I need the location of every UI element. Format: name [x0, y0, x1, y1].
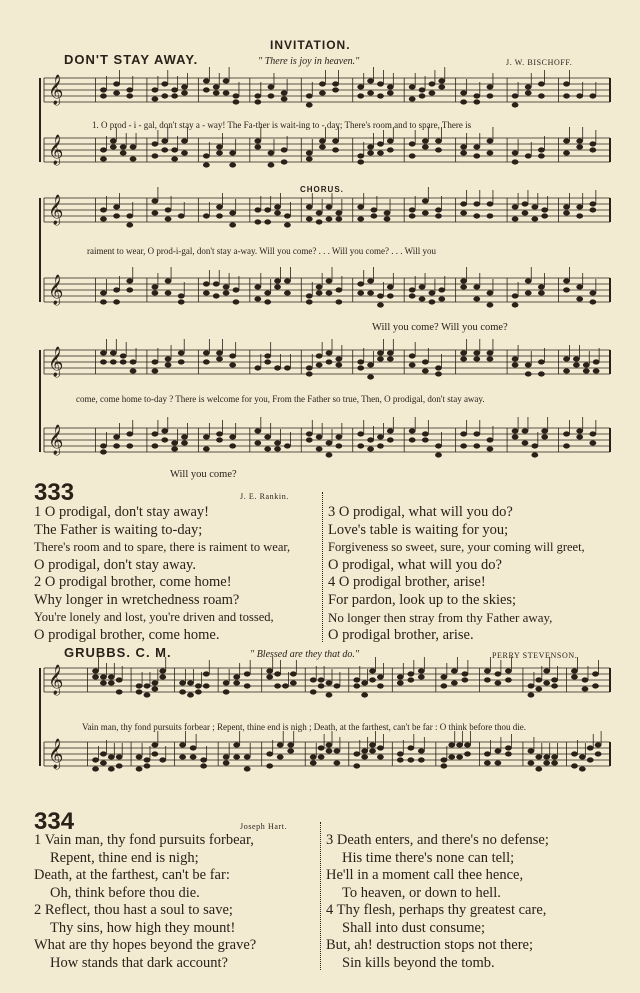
hymn-333-right-column	[328, 504, 613, 644]
verse-line: How stands that dark account?	[50, 954, 228, 971]
hymn-333-author: J. E. Rankin.	[240, 492, 289, 501]
verse-line: Thy sins, how high they mount!	[50, 919, 236, 936]
verse-line: O prodigal, don't stay away.	[34, 556, 196, 573]
song-epigraph: " There is joy in heaven."	[258, 56, 360, 67]
verse-line: You're lonely and lost, you're driven and tossed,	[34, 610, 274, 624]
column-divider-333	[322, 492, 324, 642]
verse-line: To heaven, or down to hell.	[342, 884, 501, 901]
svg-text:𝄞: 𝄞	[48, 739, 64, 769]
hymn-334-left-column	[34, 832, 318, 972]
lyrics-line-1: 1. O prod - i - gal, don't stay a - way! The Fa-ther is wait-ing to - day; There's room and to spare, There is	[92, 120, 472, 130]
verse-line: 2 Reflect, thou hast a soul to save;	[34, 902, 233, 918]
verse-line: 1 Vain man, thy fond pursuits forbear,	[34, 832, 254, 848]
composer-credit: PERRY STEVENSON.	[492, 651, 578, 660]
svg-text:𝄞: 𝄞	[48, 135, 64, 165]
verse-line: What are thy hopes beyond the grave?	[34, 937, 257, 953]
verse-line: 3 O prodigal, what will you do?	[328, 504, 513, 520]
bass-words-2: Will you come?	[170, 469, 237, 480]
verse-line: 4 Thy flesh, perhaps thy greatest care,	[326, 902, 547, 918]
composer-credit: J. W. BISCHOFF.	[506, 58, 573, 67]
svg-text:𝄞: 𝄞	[48, 275, 64, 305]
verse-line: Why longer in wretchedness roam?	[34, 591, 240, 608]
grubbs-lyrics: Vain man, thy fond pursuits forbear ; Repent, thine end is nigh ; Death, at the farthest, can't be far : O think before thou die.	[82, 722, 527, 732]
chorus-label: CHORUS.	[300, 185, 344, 194]
verse-line: 1 O prodigal, don't stay away!	[34, 504, 209, 520]
song-title-grubbs: GRUBBS. C. M.	[64, 645, 172, 660]
verse-line: His time there's none can tell;	[342, 849, 515, 866]
column-divider-334	[320, 822, 322, 970]
verse-line: He'll in a moment call thee hence,	[326, 867, 524, 883]
page-header: INVITATION.	[270, 38, 351, 52]
svg-text:𝄞: 𝄞	[48, 347, 64, 377]
verse-line: O prodigal, what will you do?	[328, 556, 502, 573]
song-epigraph: " Blessed are they that do."	[250, 649, 360, 660]
svg-text:𝄞: 𝄞	[48, 665, 64, 695]
verse-line: 2 O prodigal brother, come home!	[34, 574, 232, 590]
hymn-334-right-column	[326, 832, 616, 972]
verse-line: Sin kills beyond the tomb.	[342, 954, 495, 971]
verse-line: Death, at the farthest, can't be far:	[34, 867, 230, 883]
svg-text:𝄞: 𝄞	[48, 195, 64, 225]
verse-line: Shall into dust consume;	[342, 919, 485, 936]
song-title-dont-stay-away: DON'T STAY AWAY.	[64, 52, 199, 67]
verse-line: Forgiveness so sweet, sure, your coming will greet,	[328, 540, 585, 554]
verse-line: But, ah! destruction stops not there;	[326, 937, 533, 953]
verse-line: No longer then stray from thy Father away,	[328, 610, 553, 625]
hymn-number-333: 333	[34, 479, 75, 506]
verse-line: For pardon, look up to the skies;	[328, 591, 517, 608]
svg-text:𝄞: 𝄞	[48, 425, 64, 455]
verse-line: 3 Death enters, and there's no defense;	[326, 832, 549, 848]
bass-words-1: Will you come? Will you come?	[372, 322, 508, 333]
lyrics-line-2: raiment to wear, O prod-i-gal, don't stay a-way. Will you come? . . . Will you come? . . . Will you	[87, 246, 437, 256]
verse-line: Love's table is waiting for you;	[328, 521, 509, 538]
verse-line: O prodigal brother, arise.	[328, 626, 474, 643]
lyrics-line-3: come, come home to-day ? There is welcome for you, From the Father so true, Then, O prodigal, don't stay away.	[76, 394, 485, 404]
svg-text:𝄞: 𝄞	[48, 75, 64, 105]
verse-line: The Father is waiting to-day;	[34, 521, 203, 538]
verse-line: Repent, thine end is nigh;	[50, 849, 199, 866]
verse-line: O prodigal brother, come home.	[34, 626, 220, 643]
verse-line: Oh, think before thou die.	[50, 884, 200, 901]
verse-line: 4 O prodigal brother, arise!	[328, 574, 486, 590]
hymn-334-author: Joseph Hart.	[240, 822, 288, 831]
hymn-333-left-column	[34, 504, 319, 644]
hymn-number-334: 334	[34, 808, 75, 835]
verse-line: There's room and to spare, there is raiment to wear,	[34, 540, 291, 554]
